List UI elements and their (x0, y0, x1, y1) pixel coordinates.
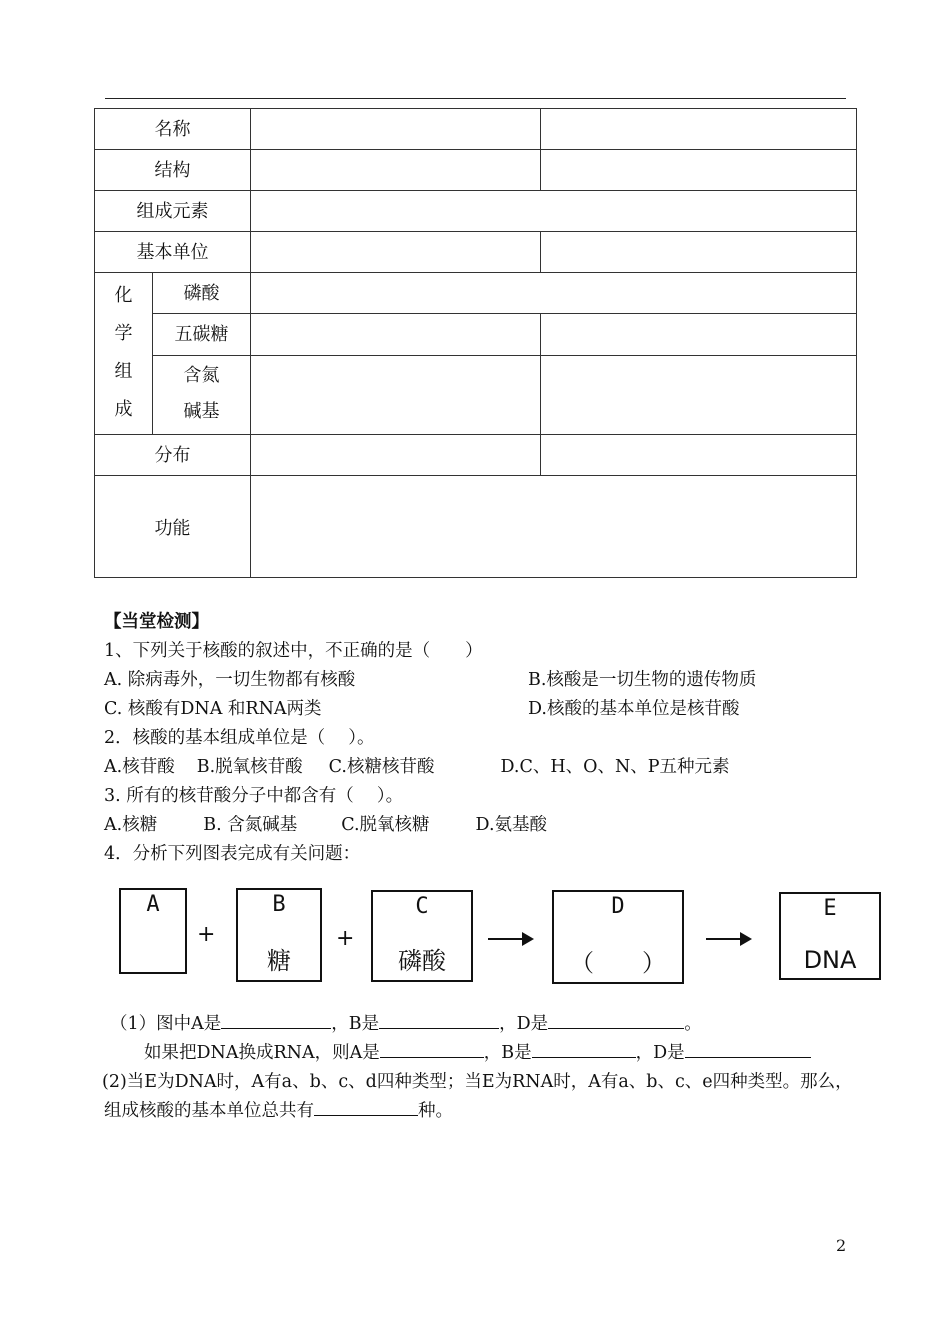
answer-line-1 (104, 1010, 864, 1039)
row-name (95, 109, 857, 150)
blank-d[interactable] (548, 1010, 684, 1029)
answer-section (104, 1010, 864, 1126)
box-b-label: B (272, 892, 286, 917)
q2-option-b[interactable]: B.脱氧核苷酸 (196, 757, 303, 777)
box-c (371, 890, 473, 982)
box-a (119, 888, 187, 974)
row-base (95, 356, 857, 435)
quiz-section (104, 608, 864, 869)
p1-prefix: （1）图中A是 (110, 1014, 222, 1034)
q2-option-c[interactable]: C.核糖核苷酸 (328, 757, 435, 777)
box-d (552, 890, 684, 984)
chem-char-1: 化 (114, 285, 133, 306)
nucleic-acid-comparison-table (94, 108, 857, 578)
label-pentose: 五碳糖 (153, 314, 251, 356)
box-c-content: 磷酸 (398, 947, 446, 975)
cell-rna-distribution[interactable] (541, 435, 857, 476)
box-d-content[interactable]: （ ） (570, 949, 666, 977)
label-nitrogenous-base (153, 356, 251, 435)
q1-option-b[interactable]: B.核酸是一切生物的遗传物质 (528, 670, 757, 690)
page-number: 2 (836, 1236, 847, 1255)
cell-dna-pentose[interactable] (251, 314, 541, 356)
cell-dna-unit[interactable] (251, 232, 541, 273)
box-e-content: DNA (803, 946, 857, 974)
cell-dna-structure[interactable] (251, 150, 541, 191)
q1-options-cd (104, 695, 864, 724)
answer-line-3: (2)当E为DNA时，A有a、b、c、d四种类型；当E为RNA时，A有a、b、c、e四种类型。那么， (102, 1072, 853, 1092)
row-basic-unit (95, 232, 857, 273)
blank-total[interactable] (314, 1097, 418, 1116)
label-name: 名称 (95, 109, 251, 150)
label-chemical-composition (95, 273, 153, 435)
p1b-prefix: 如果把DNA换成RNA，则A是 (144, 1043, 380, 1063)
row-distribution (95, 435, 857, 476)
box-a-label: A (146, 892, 160, 917)
plus-sign-1: + (197, 922, 216, 947)
cell-dna-distribution[interactable] (251, 435, 541, 476)
row-phosphate (95, 273, 857, 314)
q2-options (104, 753, 864, 782)
label-basic-unit: 基本单位 (95, 232, 251, 273)
quiz-heading: 【当堂检测】 (104, 612, 209, 632)
box-e (779, 892, 881, 980)
q1-option-c[interactable]: C. 核酸有DNA 和RNA两类 (104, 699, 322, 719)
p1-end: 。 (684, 1014, 702, 1034)
label-elements: 组成元素 (95, 191, 251, 232)
q3-option-a[interactable]: A.核糖 (104, 815, 158, 835)
row-function (95, 476, 857, 578)
p1b-b-label: ，B是 (483, 1043, 532, 1063)
q2-option-a[interactable]: A.核苷酸 (104, 757, 175, 777)
q1-option-d[interactable]: D.核酸的基本单位是核苷酸 (528, 699, 740, 719)
arrow-2 (706, 938, 750, 940)
cell-rna-base[interactable] (541, 356, 857, 435)
answer-line-4 (104, 1097, 864, 1126)
q2-stem: 2．核酸的基本组成单位是（ ）。 (104, 728, 375, 748)
q3-stem: 3. 所有的核苷酸分子中都含有（ ）。 (104, 786, 404, 806)
p2-prefix: 组成核酸的基本单位总共有 (104, 1101, 314, 1121)
box-b-content: 糖 (267, 947, 291, 975)
blank-a[interactable] (221, 1010, 331, 1029)
cell-dna-name[interactable] (251, 109, 541, 150)
cell-rna-unit[interactable] (541, 232, 857, 273)
cell-elements[interactable] (251, 191, 857, 232)
label-phosphate: 磷酸 (153, 273, 251, 314)
p1b-d-label: ，D是 (635, 1043, 685, 1063)
cell-dna-base[interactable] (251, 356, 541, 435)
cell-rna-structure[interactable] (541, 150, 857, 191)
row-elements (95, 191, 857, 232)
q4-stem: 4．分析下列图表完成有关问题： (104, 844, 361, 864)
box-c-label: C (415, 894, 429, 919)
cell-rna-pentose[interactable] (541, 314, 857, 356)
p2-end: 种。 (418, 1101, 453, 1121)
box-d-label: D (611, 894, 625, 919)
answer-line-2 (104, 1039, 864, 1068)
label-distribution: 分布 (95, 435, 251, 476)
q1-option-a[interactable]: A. 除病毒外，一切生物都有核酸 (104, 670, 356, 690)
q1-stem: 1、下列关于核酸的叙述中，不正确的是（ ） (104, 641, 483, 661)
box-b (236, 888, 322, 982)
arrow-1 (488, 938, 532, 940)
blank-rna-b[interactable] (532, 1039, 636, 1058)
chem-char-3: 组 (114, 361, 133, 382)
q2-option-d[interactable]: D.C、H、O、N、P五种元素 (500, 757, 730, 777)
q1-options-ab (104, 666, 864, 695)
cell-phosphate[interactable] (251, 273, 857, 314)
q3-option-d[interactable]: D.氨基酸 (475, 815, 548, 835)
plus-sign-2: + (336, 926, 355, 951)
cell-function[interactable] (251, 476, 857, 578)
label-structure: 结构 (95, 150, 251, 191)
box-e-label: E (823, 896, 837, 921)
row-structure (95, 150, 857, 191)
row-pentose (95, 314, 857, 356)
blank-rna-d[interactable] (685, 1039, 811, 1058)
chem-char-4: 成 (114, 399, 133, 420)
base-line-1: 含氮 (183, 365, 220, 386)
blank-rna-a[interactable] (380, 1039, 484, 1058)
chem-char-2: 学 (114, 323, 133, 344)
q3-options (104, 811, 864, 840)
q3-option-b[interactable]: B. 含氮碱基 (203, 815, 298, 835)
label-function: 功能 (95, 476, 251, 578)
header-rule (105, 98, 846, 99)
q3-option-c[interactable]: C.脱氧核糖 (341, 815, 430, 835)
base-line-2: 碱基 (183, 401, 220, 422)
blank-b[interactable] (379, 1010, 499, 1029)
cell-rna-name[interactable] (541, 109, 857, 150)
p1-b-label: ，B是 (331, 1014, 380, 1034)
p1-d-label: ，D是 (499, 1014, 549, 1034)
